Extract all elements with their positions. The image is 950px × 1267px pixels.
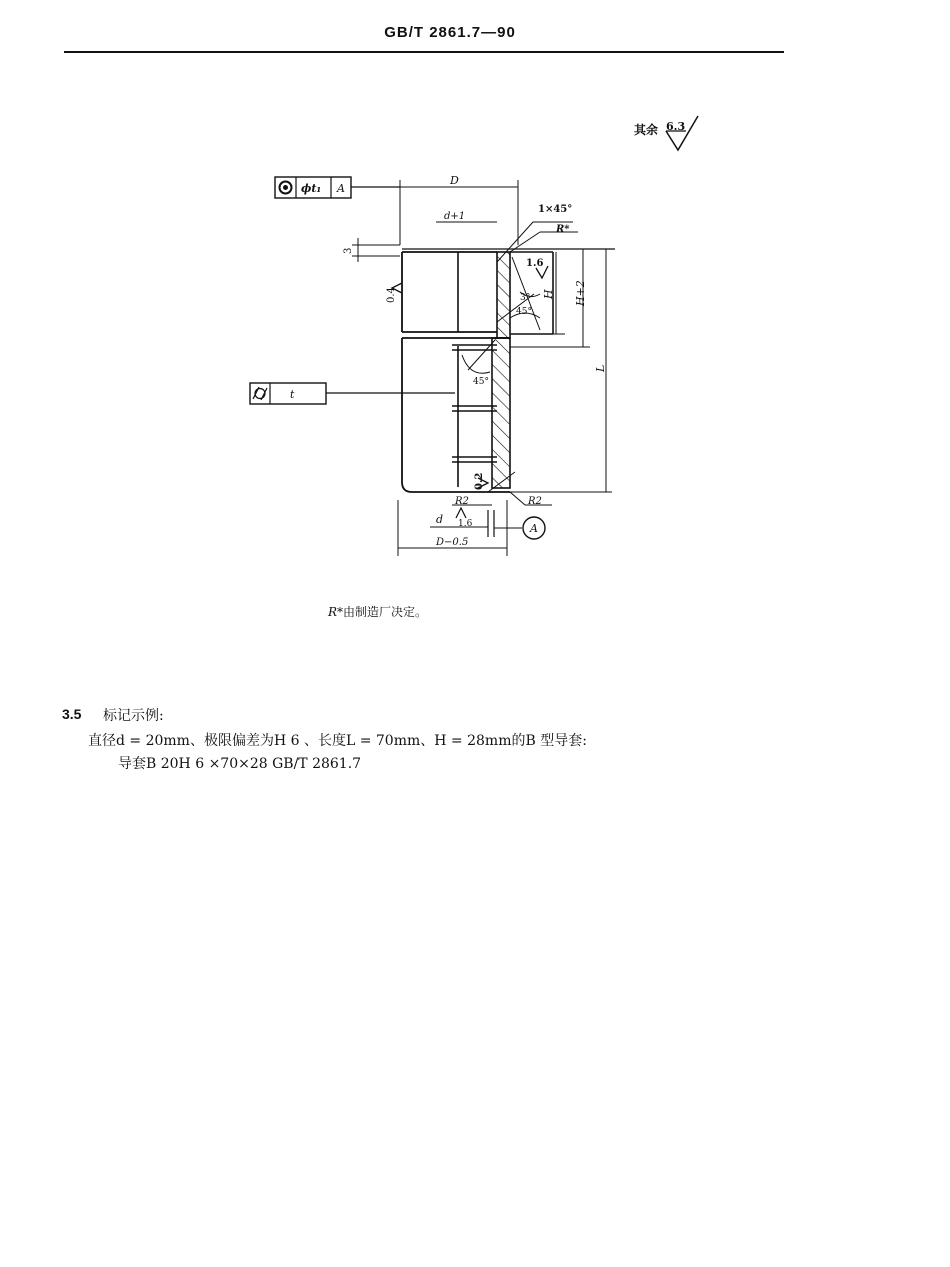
roughness-other-label: 其余 <box>634 123 659 137</box>
svg-text:1.6: 1.6 <box>526 258 544 269</box>
svg-text:D: D <box>450 174 459 187</box>
dimension-L <box>510 249 612 492</box>
example-description: 直径d = 20mm、极限偏差为H 6 、长度L = 70mm、H = 28mm的B 型导套: <box>88 733 587 749</box>
concentricity-tolerance: ϕt₁ <box>301 182 322 195</box>
footnote-r-symbol: R <box>328 605 338 619</box>
cylindricity-tolerance: t <box>290 388 295 401</box>
angle-45-lower: 45° <box>473 377 489 387</box>
chamfer-label: 1×45° <box>538 204 573 215</box>
dimension-d-plus <box>436 211 497 222</box>
dimension-3 <box>343 238 400 262</box>
radius-r2-right: R2 <box>528 496 542 507</box>
example-designation: 导套B 20H 6 ×70×28 GB/T 2861.7 <box>118 756 362 772</box>
roughness-0-4 <box>386 283 402 303</box>
svg-text:0.4: 0.4 <box>386 287 397 303</box>
roughness-1-6-top <box>526 258 548 278</box>
cylindricity-frame <box>250 383 455 404</box>
roughness-other-value: 6.3 <box>666 120 686 133</box>
svg-text:3: 3 <box>343 247 354 254</box>
angle-3: 3° <box>520 293 531 303</box>
footnote <box>328 603 427 620</box>
dimension-D-minus <box>398 500 507 556</box>
svg-text:D−0.5: D−0.5 <box>436 537 469 548</box>
svg-text:H: H <box>542 289 555 299</box>
cylindricity-icon <box>253 387 267 400</box>
svg-text:A: A <box>530 522 538 535</box>
svg-text:d+1: d+1 <box>444 211 466 222</box>
concentricity-datum: A <box>337 182 345 195</box>
svg-text:L: L <box>594 364 607 372</box>
radius-r2-left: R2 <box>455 496 469 507</box>
dimension-d <box>430 508 494 537</box>
datum-A <box>494 517 545 539</box>
section-number: 3.5 <box>62 706 82 722</box>
footnote-text: *由制造厂决定。 <box>337 605 428 619</box>
svg-text:d: d <box>436 513 444 526</box>
svg-text:H+2: H+2 <box>574 280 587 306</box>
roughness-1-6-bottom: 1.6 <box>458 519 473 529</box>
roughness-0-2 <box>474 473 488 490</box>
radius-star-label: R* <box>556 224 570 235</box>
angle-45-upper: 45° <box>516 307 532 317</box>
roughness-other-symbol <box>634 116 698 150</box>
section-title: 标记示例: <box>103 708 164 724</box>
concentricity-frame <box>275 177 400 198</box>
svg-text:0.2: 0.2 <box>474 472 485 490</box>
dimension-D <box>400 174 518 245</box>
document-header: GB/T 2861.7—90 <box>384 24 516 41</box>
